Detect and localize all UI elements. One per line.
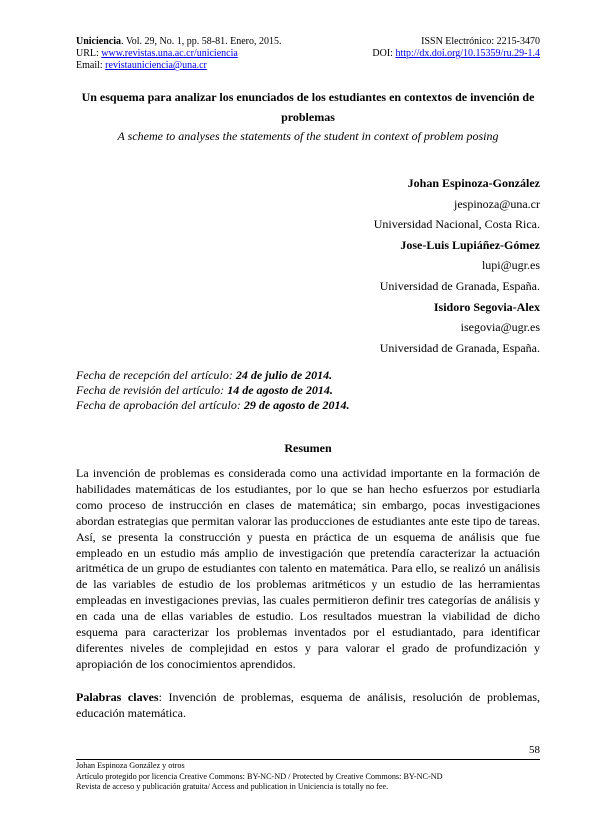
journal-email-link[interactable]: revistauniciencia@una.cr: [105, 60, 207, 71]
email-label: Email:: [76, 60, 106, 71]
footer-divider: [76, 759, 540, 760]
footer-access: Revista de acceso y publicación gratuita/ Access and publication in Uniciencia is totally no fee.: [76, 782, 389, 791]
doi-line: [372, 48, 540, 60]
header-row-3: [76, 60, 540, 72]
author-affiliation-1: Universidad Nacional, Costa Rica.: [373, 217, 540, 232]
author-affiliation-3: Universidad de Granada, España.: [379, 340, 540, 355]
author-email-3: isegovia@ugr.es: [460, 320, 540, 335]
date-revised: [76, 383, 540, 398]
date-approved-label: Fecha de aprobación del artículo:: [76, 398, 244, 412]
running-header: [76, 36, 540, 72]
footer-license: Artículo protegido por licencia Creative Commons: BY-NC-ND / Protected by Creative Commons: BY-NC-ND: [76, 771, 443, 781]
keywords-paragraph: [76, 689, 540, 721]
page-number: 58: [529, 744, 540, 756]
date-received: [76, 368, 540, 383]
page-footer: [76, 761, 540, 793]
journal-url-link[interactable]: www.revistas.una.ac.cr/uniciencia: [101, 48, 238, 59]
doi-link[interactable]: http://dx.doi.org/10.15359/ru.29-1.4: [395, 48, 540, 59]
date-approved: [76, 398, 540, 413]
doi-label: DOI:: [372, 48, 396, 59]
keywords-label: Palabras claves: [76, 690, 159, 704]
author-email-1: jespinoza@una.cr: [453, 196, 540, 211]
article-dates: [76, 368, 540, 413]
date-received-value: 24 de julio de 2014.: [235, 368, 333, 382]
email-line: [76, 60, 207, 72]
date-revised-label: Fecha de revisión del artículo:: [76, 383, 228, 397]
date-approved-value: 29 de agosto de 2014.: [243, 398, 350, 412]
header-row-1: [76, 36, 540, 48]
author-name-1: Johan Espinoza-González: [407, 176, 540, 190]
author-name-2: Jose-Luis Lupiáñez-Gómez: [400, 237, 540, 252]
url-line: [76, 48, 238, 60]
abstract-text: La invención de problemas es considerada como una actividad importante en la formación de habilidades matemáticas de los estudiantes, por lo que se han hecho esfuerzos por estudiarla como proceso de instrucción en clases de matemática; sin embargo, pocas investigaciones abordan estrategias que permitan valorar las producciones de estudiantes ante este tipo de tareas. Así, se presenta la construcción y puesta en práctica de un esquema de análisis que fue empleado en un estudio más amplio de investigación que pretendía caracterizar la actuación aritmética de un grupo de estudiantes con talento en matemática. Para ello, se realizó un análisis de las variables de estudio de los problemas aritméticos y un estudio de las herramientas empleadas en investigaciones previas, las cuales permitieron definir tres categorías de análisis y en cada una de ellas variables de estudio. Los resultados muestran la viabilidad de dicho esquema para caracterizar los problemas inventados por el estudiantado, para identificar diferentes niveles de complejidad en estos y para valorar el grado de profundización y apropiación de los conocimientos aprendidos.: [76, 466, 540, 671]
citation-details: . Vol. 29, No. 1, pp. 58-81. Enero, 2015.: [121, 36, 282, 47]
date-received-label: Fecha de recepción del artículo:: [76, 368, 236, 382]
header-row-2: [76, 48, 540, 60]
author-block: [76, 173, 540, 358]
journal-name: Uniciencia: [76, 36, 121, 47]
url-label: URL:: [76, 48, 102, 59]
issn: ISSN Electrónico: 2215-3470: [421, 36, 540, 47]
author-name-3: Isidoro Segovia-Alex: [433, 299, 540, 314]
article-title: Un esquema para analizar los enunciados de los estudiantes en contextos de invención de problemas: [81, 90, 535, 124]
author-affiliation-2: Universidad de Granada, España.: [379, 278, 540, 293]
footer-authors: Johan Espinoza González y otros: [76, 761, 185, 770]
keywords-list: : Invención de problemas, esquema de análisis, resolución de problemas, educación matemática.: [76, 690, 540, 720]
article-subtitle: A scheme to analyses the statements of the student in context of problem posing: [117, 129, 499, 143]
abstract-heading: Resumen: [284, 441, 332, 455]
journal-citation: [76, 36, 281, 48]
author-email-2: lupi@ugr.es: [481, 258, 540, 273]
date-revised-value: 14 de agosto de 2014.: [227, 383, 333, 397]
